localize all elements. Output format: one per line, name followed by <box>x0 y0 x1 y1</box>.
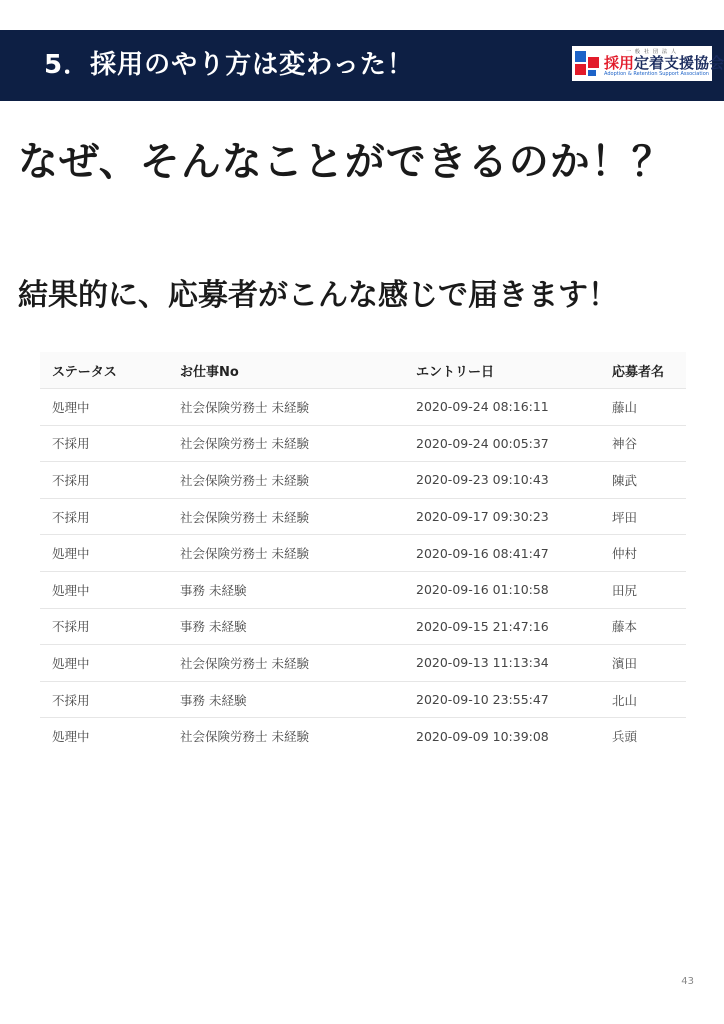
table-row[interactable] <box>40 462 686 499</box>
job-cell: 社会保険労務士 未経験 <box>180 718 416 754</box>
job-cell: 社会保険労務士 未経験 <box>180 425 416 462</box>
column-header-entry-date: エントリー日 <box>416 352 612 389</box>
table-row[interactable] <box>40 681 686 718</box>
status-cell: 処理中 <box>40 535 180 572</box>
header-bar <box>0 30 724 101</box>
applicant-table-screenshot <box>40 352 686 754</box>
entry-date-cell: 2020-09-16 08:41:47 <box>416 535 612 572</box>
entry-date-cell: 2020-09-16 01:10:58 <box>416 571 612 608</box>
table-row[interactable] <box>40 645 686 682</box>
headline: なぜ、そんなことができるのか！？ <box>18 139 673 185</box>
entry-date-cell: 2020-09-24 00:05:37 <box>416 425 612 462</box>
page-number: 43 <box>681 976 694 987</box>
column-header-applicant-name: 応募者名 <box>612 352 686 389</box>
logo-name-red: 採用 <box>604 54 635 72</box>
status-cell: 処理中 <box>40 389 180 426</box>
column-header-status: ステータス <box>40 352 180 389</box>
job-cell: 社会保険労務士 未経験 <box>180 498 416 535</box>
logo-name <box>604 56 724 71</box>
applicant-table <box>40 352 686 754</box>
entry-date-cell: 2020-09-17 09:30:23 <box>416 498 612 535</box>
applicant-name-cell: 藤本 <box>612 608 686 645</box>
column-header-job-no: お仕事No <box>180 352 416 389</box>
table-row[interactable] <box>40 535 686 572</box>
subheadline: 結果的に、応募者がこんな感じで届きます！ <box>18 278 618 313</box>
table-row[interactable] <box>40 498 686 535</box>
job-cell: 社会保険労務士 未経験 <box>180 462 416 499</box>
status-cell: 処理中 <box>40 718 180 754</box>
job-cell: 社会保険労務士 未経験 <box>180 535 416 572</box>
logo-sub-text: 一般社団法人 <box>626 49 681 55</box>
job-cell: 社会保険労務士 未経験 <box>180 389 416 426</box>
section-title: 5．採用のやり方は変わった！ <box>44 50 414 80</box>
logo-name-rest: 定着支援協会 <box>634 54 724 72</box>
table-header-row <box>40 352 686 389</box>
table-row[interactable] <box>40 718 686 754</box>
entry-date-cell: 2020-09-24 08:16:11 <box>416 389 612 426</box>
table-body <box>40 389 686 755</box>
status-cell: 不採用 <box>40 608 180 645</box>
table-row[interactable] <box>40 608 686 645</box>
applicant-name-cell: 藤山 <box>612 389 686 426</box>
job-cell: 事務 未経験 <box>180 608 416 645</box>
entry-date-cell: 2020-09-10 23:55:47 <box>416 681 612 718</box>
status-cell: 処理中 <box>40 571 180 608</box>
table-row[interactable] <box>40 425 686 462</box>
logo-mark-icon <box>575 51 601 77</box>
applicant-name-cell: 兵頭 <box>612 718 686 754</box>
logo-text <box>604 50 724 77</box>
entry-date-cell: 2020-09-13 11:13:34 <box>416 645 612 682</box>
applicant-name-cell: 田尻 <box>612 571 686 608</box>
job-cell: 事務 未経験 <box>180 571 416 608</box>
applicant-name-cell: 陳武 <box>612 462 686 499</box>
status-cell: 不採用 <box>40 425 180 462</box>
entry-date-cell: 2020-09-09 10:39:08 <box>416 718 612 754</box>
applicant-name-cell: 北山 <box>612 681 686 718</box>
association-logo <box>572 46 724 81</box>
applicant-name-cell: 濱田 <box>612 645 686 682</box>
job-cell: 社会保険労務士 未経験 <box>180 645 416 682</box>
table-row[interactable] <box>40 389 686 426</box>
entry-date-cell: 2020-09-23 09:10:43 <box>416 462 612 499</box>
applicant-name-cell: 仲村 <box>612 535 686 572</box>
applicant-name-cell: 坪田 <box>612 498 686 535</box>
table-row[interactable] <box>40 571 686 608</box>
status-cell: 不採用 <box>40 498 180 535</box>
job-cell: 事務 未経験 <box>180 681 416 718</box>
status-cell: 不採用 <box>40 462 180 499</box>
status-cell: 不採用 <box>40 681 180 718</box>
logo-english: Adoption & Retention Support Association <box>604 71 709 77</box>
status-cell: 処理中 <box>40 645 180 682</box>
applicant-name-cell: 神谷 <box>612 425 686 462</box>
entry-date-cell: 2020-09-15 21:47:16 <box>416 608 612 645</box>
